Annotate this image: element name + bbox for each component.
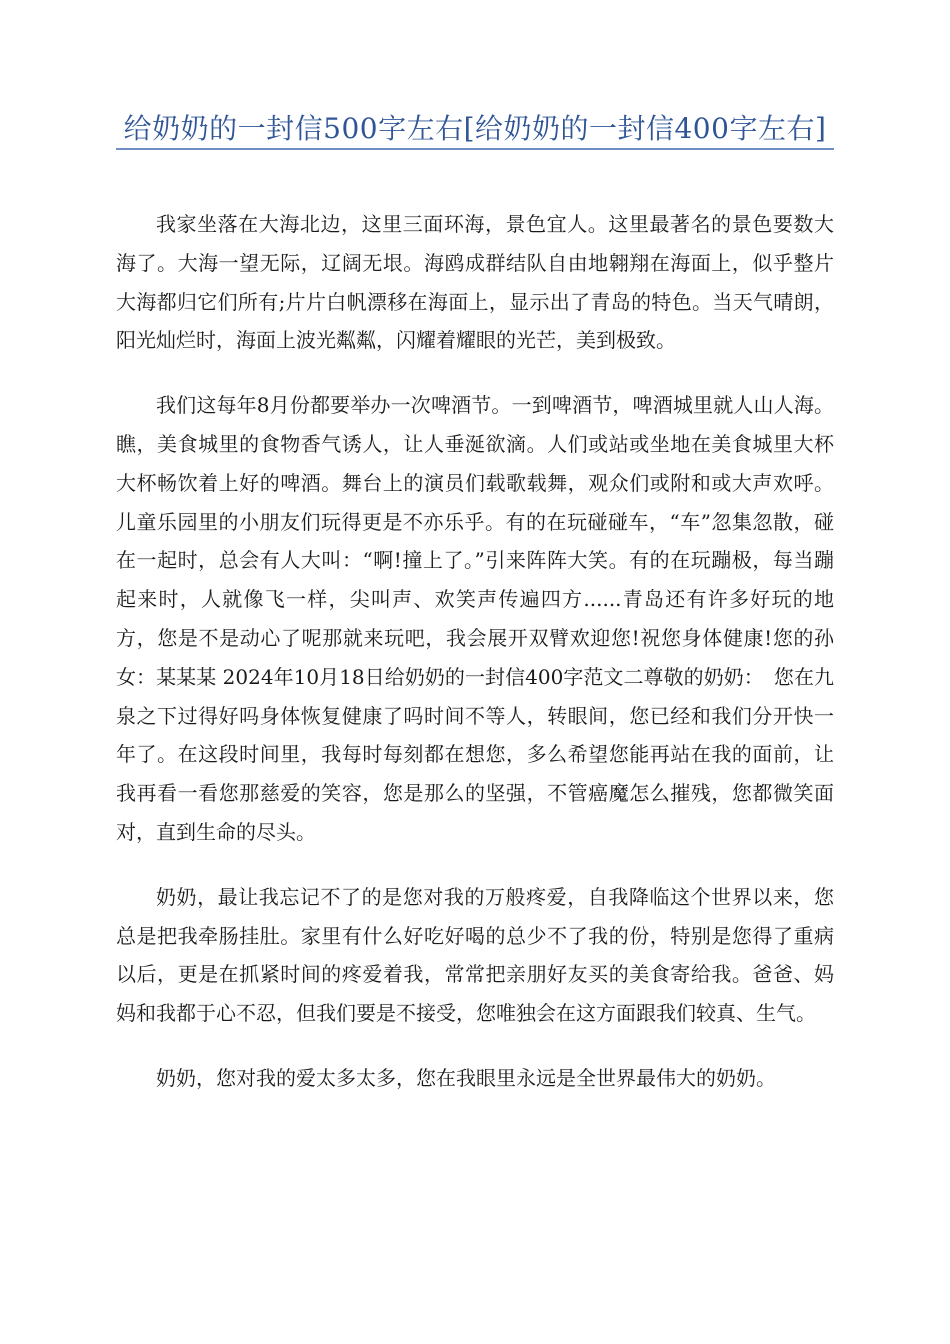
paragraph-2: 我们这每年8月份都要举办一次啤酒节。一到啤酒节，啤酒城里就人山人海。瞧，美食城里的食物香气诱人，让人垂涎欲滴。人们或站或坐地在美食城里大杯大杯畅饮着上好的啤酒。舞台上的演员们载歌载舞，观众们或附和或大声欢呼。儿童乐园里的小朋友们玩得更是不亦乐乎。有的在玩碰碰车，“车”忽集忽散，碰在一起时，总会有人大叫：“啊!撞上了。”引来阵阵大笑。有的在玩蹦极，每当蹦起来时，人就像飞一样，尖叫声、欢笑声传遍四方......青岛还有许多好玩的地方，您是不是动心了呢那就来玩吧，我会展开双臂欢迎您!祝您身体健康!您的孙女：某某某 2024年10月18日给奶奶的一封信400字范文二尊敬的奶奶： 您在九泉之下过得好吗身体恢复健康了吗时间不等人，转眼间，您已经和我们分开快一年了。在这段时间里，我每时每刻都在想您，多么希望您能再站在我的面前，让我再看一看您那慈爱的笑容，您是那么的坚强，不管癌魔怎么摧残，您都微笑面对，直到生命的尽头。 [116, 393, 834, 844]
title-block [116, 112, 834, 150]
document-title: 给奶奶的一封信500字左右[给奶奶的一封信400字左右] [123, 112, 827, 145]
document-body [116, 205, 834, 1124]
paragraph-1: 我家坐落在大海北边，这里三面环海，景色宜人。这里最著名的景色要数大海了。大海一望无际，辽阔无垠。海鸥成群结队自由地翱翔在海面上，似乎整片大海都归它们所有;片片白帆漂移在海面上，显示出了青岛的特色。当天气晴朗，阳光灿烂时，海面上波光粼粼，闪耀着耀眼的光芒，美到极致。 [116, 212, 834, 353]
paragraph-3: 奶奶，最让我忘记不了的是您对我的万般疼爱，自我降临这个世界以来，您总是把我牵肠挂肚。家里有什么好吃好喝的总少不了我的份，特别是您得了重病以后，更是在抓紧时间的疼爱着我，常常把亲朋好友买的美食寄给我。爸爸、妈妈和我都于心不忍，但我们要是不接受，您唯独会在这方面跟我们较真、生气。 [116, 884, 834, 1026]
paragraph-4: 奶奶，您对我的爱太多太多，您在我眼里永远是全世界最伟大的奶奶。 [156, 1065, 776, 1090]
